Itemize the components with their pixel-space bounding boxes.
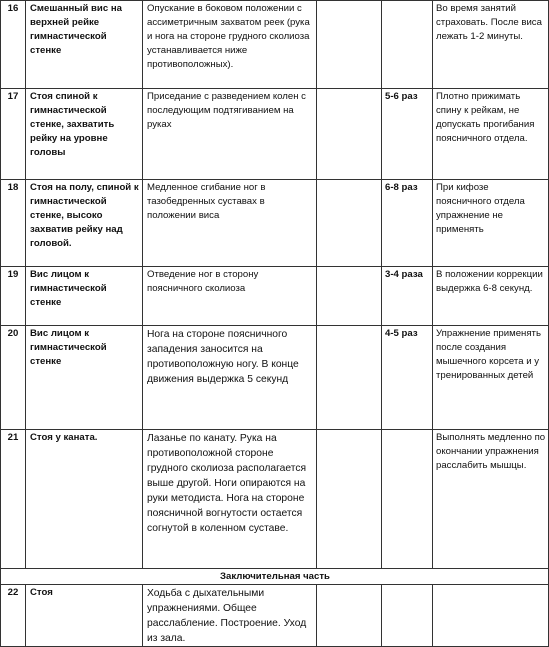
- starting-position: Стоя у каната.: [26, 430, 143, 569]
- row-number: 17: [1, 89, 26, 180]
- row-number: 20: [1, 326, 26, 430]
- starting-position: Стоя на полу, спиной к гимнастической стенке, высоко захватив рейку над головой.: [26, 180, 143, 267]
- empty-cell: [317, 89, 382, 180]
- starting-position: Стоя: [26, 585, 143, 647]
- table-row: [1, 180, 549, 267]
- row-number: 19: [1, 267, 26, 326]
- dosage: [382, 1, 433, 89]
- methodical-note: [433, 585, 549, 647]
- empty-cell: [317, 1, 382, 89]
- empty-cell: [317, 326, 382, 430]
- exercise-description: Приседание с разведением колен с последующим подтягиванием на руках: [143, 89, 317, 180]
- exercise-description: Нога на стороне поясничного западения заносится на противоположную ногу. В конце движения выдержка 5 секунд: [143, 326, 317, 430]
- empty-cell: [317, 267, 382, 326]
- section-header-row: [1, 569, 549, 585]
- starting-position: Стоя спиной к гимнастической стенке, захватить рейку на уровне головы: [26, 89, 143, 180]
- exercise-description: Опускание в боковом положении с ассиметричным захватом реек (рука и нога на стороне грудного сколиоза устанавливается ниже противоположных).: [143, 1, 317, 89]
- row-number: 22: [1, 585, 26, 647]
- methodical-note: Плотно прижимать спину к рейкам, не допускать прогибания поясничного отдела.: [433, 89, 549, 180]
- exercise-description: Лазанье по канату. Рука на противоположной стороне грудного сколиоза располагается выше другой. Ноги опираются на руки методиста. Нога на стороне поясничной вогнутости остается согнутой в коленном суставе.: [143, 430, 317, 569]
- methodical-note: Упражнение применять после создания мышечного корсета и у тренированных детей: [433, 326, 549, 430]
- section-title: Заключительная часть: [1, 569, 549, 585]
- dosage: 3-4 раза: [382, 267, 433, 326]
- empty-cell: [317, 585, 382, 647]
- methodical-note: При кифозе поясничного отдела упражнение не применять: [433, 180, 549, 267]
- dosage: 6-8 раз: [382, 180, 433, 267]
- row-number: 21: [1, 430, 26, 569]
- dosage: [382, 430, 433, 569]
- methodical-note: Во время занятий страховать. После виса лежать 1-2 минуты.: [433, 1, 549, 89]
- dosage: 4-5 раз: [382, 326, 433, 430]
- table-row: [1, 326, 549, 430]
- starting-position: Вис лицом к гимнастической стенке: [26, 267, 143, 326]
- methodical-note: Выполнять медленно по окончании упражнения расслабить мышцы.: [433, 430, 549, 569]
- exercise-description: Медленное сгибание ног в тазобедренных суставах в положении виса: [143, 180, 317, 267]
- table-row: [1, 89, 549, 180]
- table-row: [1, 430, 549, 569]
- empty-cell: [317, 180, 382, 267]
- exercise-description: Ходьба с дыхательными упражнениями. Общее расслабление. Построение. Уход из зала.: [143, 585, 317, 647]
- dosage: 5-6 раз: [382, 89, 433, 180]
- row-number: 16: [1, 1, 26, 89]
- table-row: [1, 585, 549, 647]
- starting-position: Вис лицом к гимнастической стенке: [26, 326, 143, 430]
- exercise-description: Отведение ног в сторону поясничного сколиоза: [143, 267, 317, 326]
- starting-position: Смешанный вис на верхней рейке гимнастической стенке: [26, 1, 143, 89]
- row-number: 18: [1, 180, 26, 267]
- empty-cell: [317, 430, 382, 569]
- methodical-note: В положении коррекции выдержка 6-8 секунд.: [433, 267, 549, 326]
- table-row: [1, 1, 549, 89]
- dosage: [382, 585, 433, 647]
- table-row: [1, 267, 549, 326]
